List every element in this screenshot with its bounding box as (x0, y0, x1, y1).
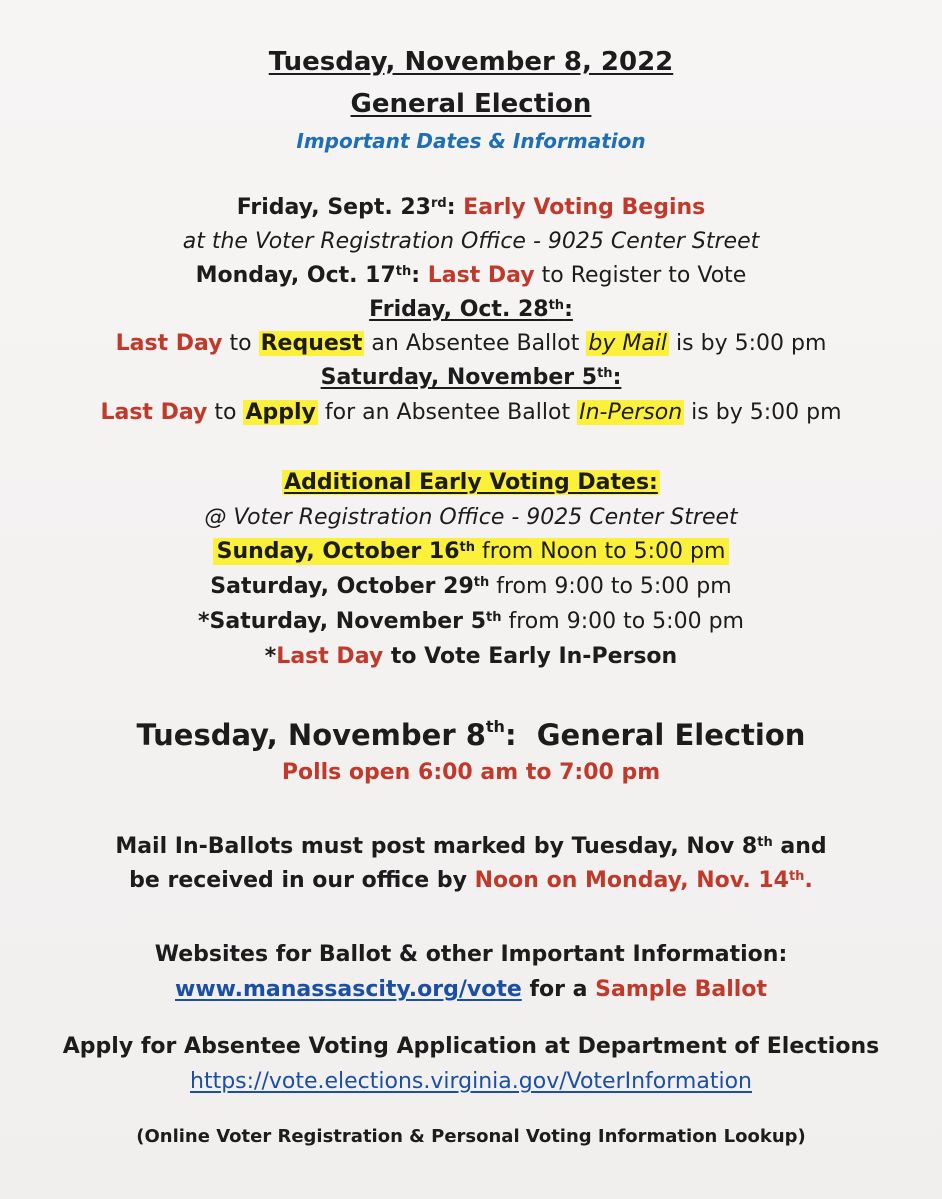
oct28-sup: th (548, 298, 565, 313)
mail-line-2-red: Noon on Monday, Nov. 14 (474, 868, 789, 893)
in-person: In-Person (579, 400, 683, 425)
oct17-line: Monday, Oct. 17th: Last Day to Register to Vote (195, 263, 747, 288)
voter-info-link[interactable]: https://vote.elections.virginia.gov/VoterInformation (190, 1069, 752, 1094)
manassas-vote-link[interactable]: www.manassascity.org/vote (175, 977, 522, 1002)
election-sup: th (485, 717, 505, 736)
header-title: General Election (350, 89, 592, 119)
websites-heading: Websites for Ballot & other Important Information: (154, 942, 788, 967)
nov5-early-line (0, 607, 942, 637)
additional-location: @ Voter Registration Office - 9025 Center Street (204, 505, 738, 530)
request-last-day: Last Day (115, 331, 223, 356)
vote-early-text: to Vote Early In-Person (390, 644, 678, 669)
oct17-sup: th (395, 264, 412, 279)
for-a-text: for a (529, 977, 588, 1002)
mail-line-1-end: and (780, 834, 827, 859)
by-mail: by Mail (588, 331, 668, 356)
mail-line-1 (0, 832, 942, 862)
nov5-sup: th (597, 366, 613, 381)
election-event: General Election (536, 718, 806, 752)
voter-info-link-line (0, 1067, 942, 1097)
mail-line-2-text: be received in our office by (129, 868, 467, 893)
request-to: to (229, 331, 252, 356)
mail-line-2-sup: th (788, 869, 805, 884)
oct29-label: Saturday, October 29 (210, 574, 474, 599)
nov5-label: Saturday, November 5 (320, 365, 598, 390)
apply-line (0, 398, 942, 428)
for-absentee-text: for an Absentee Ballot (324, 400, 571, 425)
apply-last-day: Last Day (100, 400, 208, 425)
vote-early-last-day: Last Day (276, 644, 384, 669)
by-time-mail: is by 5:00 pm (676, 331, 827, 356)
request-line (0, 329, 942, 359)
sample-ballot-line (0, 975, 942, 1005)
mail-line-2 (0, 866, 942, 896)
nov5-heading: Saturday, November 5th: (320, 365, 622, 390)
nov5-early-label: *Saturday, November 5 (198, 609, 487, 634)
sept23-line: Friday, Sept. 23rd: Early Voting Begins (236, 195, 706, 220)
sept23-label: Friday, Sept. 23 (236, 195, 431, 220)
mail-line-1-sup: th (757, 835, 773, 850)
oct17-label: Monday, Oct. 17 (195, 263, 396, 288)
vote-early-line (0, 642, 942, 672)
polls-line: Polls open 6:00 am to 7:00 pm (281, 760, 661, 785)
oct16-label: Sunday, October 16 (216, 539, 460, 564)
oct16-sup: th (459, 540, 475, 555)
additional-heading-text: Additional Early Voting Dates: (284, 470, 658, 495)
election-line: Tuesday, November 8th: General Election (136, 717, 806, 752)
sept23-event: Early Voting Begins (463, 195, 706, 220)
sample-ballot-text: Sample Ballot (595, 977, 767, 1002)
location-line: at the Voter Registration Office - 9025 Center Street (182, 229, 760, 254)
oct29-sup: th (473, 575, 490, 590)
apply-word: Apply (245, 400, 316, 425)
request-word: Request (260, 331, 363, 356)
header-date: Tuesday, November 8, 2022 (268, 47, 674, 77)
oct28-label: Friday, Oct. 28 (369, 297, 549, 322)
nov5-early-sup: th (486, 610, 502, 625)
apply-absentee-line: Apply for Absentee Voting Application at Department of Elections (62, 1034, 880, 1059)
footer-note: (Online Voter Registration & Personal Voting Information Lookup) (136, 1126, 806, 1147)
oct17-last-day: Last Day (427, 263, 535, 288)
oct28-heading: Friday, Oct. 28th: (369, 297, 573, 322)
mail-line-2-end: . (804, 868, 813, 893)
election-label: Tuesday, November 8 (136, 718, 486, 752)
register-text: to Register to Vote (541, 263, 747, 288)
oct29-line (0, 572, 942, 602)
apply-to: to (214, 400, 237, 425)
additional-heading (0, 468, 942, 498)
absentee-text: an Absentee Ballot (371, 331, 580, 356)
oct29-time: from 9:00 to 5:00 pm (496, 574, 732, 599)
header-subtitle: Important Dates & Information (296, 129, 646, 153)
oct16-line (0, 537, 942, 567)
oct16-time: from Noon to 5:00 pm (482, 539, 726, 564)
by-time-person: is by 5:00 pm (691, 400, 842, 425)
mail-line-1-text: Mail In-Ballots must post marked by Tuesday, Nov 8 (115, 834, 758, 859)
sept23-sup: rd (430, 196, 447, 211)
vote-early-star: * (264, 644, 277, 669)
nov5-early-time: from 9:00 to 5:00 pm (508, 609, 744, 634)
